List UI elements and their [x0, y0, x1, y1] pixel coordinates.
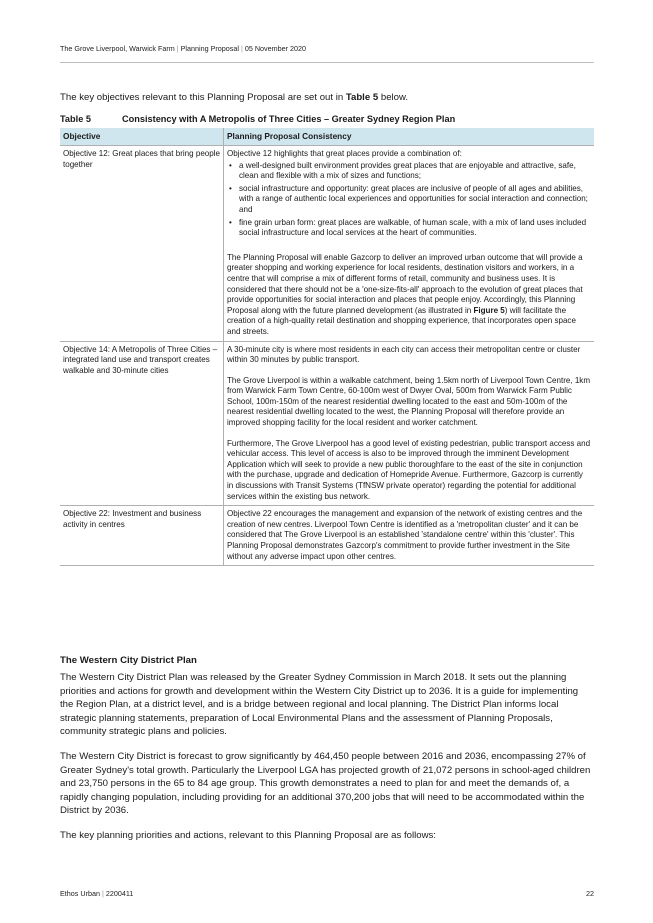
header-date: 05 November 2020 [244, 44, 306, 53]
objective-cell: Objective 22: Investment and business activity in centres [60, 506, 224, 566]
table-caption [60, 114, 455, 124]
header-consistency: Planning Proposal Consistency [224, 128, 595, 146]
table-row [60, 506, 594, 566]
list-item [227, 184, 591, 216]
bullet-text: fine grain urban form: great places are walkable, of human scale, with a mix of land uses included social infrastructure and local services at the heart of communities. [239, 217, 587, 238]
intro-text-end: below. [378, 92, 409, 103]
header-separator: | [176, 44, 179, 53]
table-row [60, 146, 594, 342]
table-row [60, 341, 594, 506]
section-heading: The Western City District Plan [60, 655, 197, 666]
bullet-icon: • [229, 183, 232, 193]
section-paragraph: The key planning priorities and actions, relevant to this Planning Proposal are as follows: [60, 830, 436, 841]
page-header [60, 44, 594, 63]
consistency-intro: Objective 12 highlights that great places provide a combination of: [227, 149, 462, 158]
bullet-text: social infrastructure and opportunity: great places are inclusive of people of all ages and abilities, with a range of authentic local experiences and opportunities for social interaction and connection; and [239, 183, 588, 214]
intro-text: The key objectives relevant to this Planning Proposal are set out in [60, 92, 346, 103]
page-number: 22 [586, 889, 594, 898]
list-item [227, 161, 591, 182]
consistency-bullet-list [227, 161, 591, 239]
table-header-row [60, 128, 594, 146]
page-footer [60, 889, 594, 898]
paragraph-text-end: ) will facilitate the creation of a high-quality retail destination and shopping experience, that incorporates open space and streets. [227, 305, 576, 336]
intro-table-ref: Table 5 [345, 92, 379, 103]
consistency-paragraph: Objective 22 encourages the management and expansion of the network of existing centres and the creation of new centres. Liverpool Town Centre is identified as a 'metropolitan cluster' and it can be considered that The Grove Liverpool is an established 'standalone centre' within this 'cluster'. This Planning Proposal demonstrates Gazcorp's commitment to provide further investment in the Site without any adverse impact upon other centres. [227, 509, 583, 561]
footer-separator: | [101, 889, 104, 898]
intro-sentence [60, 92, 408, 103]
objective-cell: Objective 12: Great places that bring people together [60, 146, 224, 342]
figure-ref: Figure 5 [473, 305, 505, 315]
header-separator: | [240, 44, 243, 53]
list-item [227, 218, 591, 239]
consistency-cell [224, 341, 595, 506]
consistency-cell [224, 146, 595, 342]
section-paragraph: The Western City District Plan was released by the Greater Sydney Commission in March 2018. It sets out the planning priorities and actions for growth and development within the Western City District up to 2036. It is a guide for implementing the Region Plan, at a district level, and is a bridge between regional and local planning. The District Plan informs local strategic planning statements, preparation of Local Environmental Plans and the assessment of Planning Proposals, community strategic plans and policies. [60, 672, 579, 738]
table-title: Consistency with A Metropolis of Three Cities – Greater Sydney Region Plan [122, 114, 456, 124]
objective-cell: Objective 14: A Metropolis of Three Cities – integrated land use and transport creates walkable and 30-minute cities [60, 341, 224, 506]
table-number: Table 5 [60, 114, 91, 124]
consistency-paragraph: The Grove Liverpool is within a walkable catchment, being 1.5km north of Liverpool Town Centre, 1km from Warwick Farm Town Centre, 60-100m west of Dwyer Oval, 500m from Warwick Farm Public School, 100m-150m of the nearest residential dwelling located to the east and 50m-100m of the nearest residential dwelling located to the west, the Planning Proposal will therefore provide an improved shopping facility for the local resident and worker catchment. [227, 375, 591, 428]
objectives-table [60, 128, 594, 566]
section-paragraph: The Western City District is forecast to grow significantly by 464,450 people between 2016 and 2036, encompassing 27% of Greater Sydney's total growth. Particularly the Liverpool LGA has projected growth of 21,072 persons in school-aged children and 23,750 persons in the 65 to 84 age group. This growth demonstrates a need to plan for and meet the demands of, a rapidly changing population, including providing for an additional 370,200 jobs that will need to be accommodated within the District by 2036. [60, 751, 591, 817]
consistency-paragraph [227, 253, 591, 338]
bullet-text: a well-designed built environment provides great places that are enjoyable and attractive, safe, clean and flexible with a mix of sizes and functions; [239, 160, 576, 181]
consistency-paragraph: Furthermore, The Grove Liverpool has a good level of existing pedestrian, public transport access and vehicular access. This level of access is also to be improved through the imminent Development Application which will seek to provide a new public thoroughfare to the east of the site in conjunction with the purchase, upgrade and dedication of Homepride Avenue. Furthermore, Gazcorp is currently in discussions with Transit Systems (TfNSW private operator) regarding the potential for additional services within the existing bus network. [227, 438, 591, 501]
header-objective: Objective [60, 128, 224, 146]
bullet-icon: • [229, 217, 232, 227]
header-doc-type: Planning Proposal [180, 44, 239, 53]
paragraph-text: The Planning Proposal will enable Gazcorp to deliver an improved urban outcome that will provide a greater shopping and working experience for local residents, destination visitors and workers, in a centre that will comprise a mix of different forms of retail, community and business uses. It is considered that there should not be a 'one-size-fits-all' approach to the evolution of great places that provide opportunities for social interaction and places that people enjoy. Accordingly, this Planning Proposal along with the future planned development (as illustrated in [227, 252, 583, 315]
bullet-icon: • [229, 160, 232, 170]
consistency-paragraph: A 30-minute city is where most residents in each city can access their metropolitan centre or cluster within 30 minutes by public transport. [227, 344, 581, 365]
footer-company: Ethos Urban [60, 889, 100, 898]
consistency-cell [224, 506, 595, 566]
footer-job-number: 2200411 [105, 889, 134, 898]
header-project: The Grove Liverpool, Warwick Farm [60, 44, 175, 53]
